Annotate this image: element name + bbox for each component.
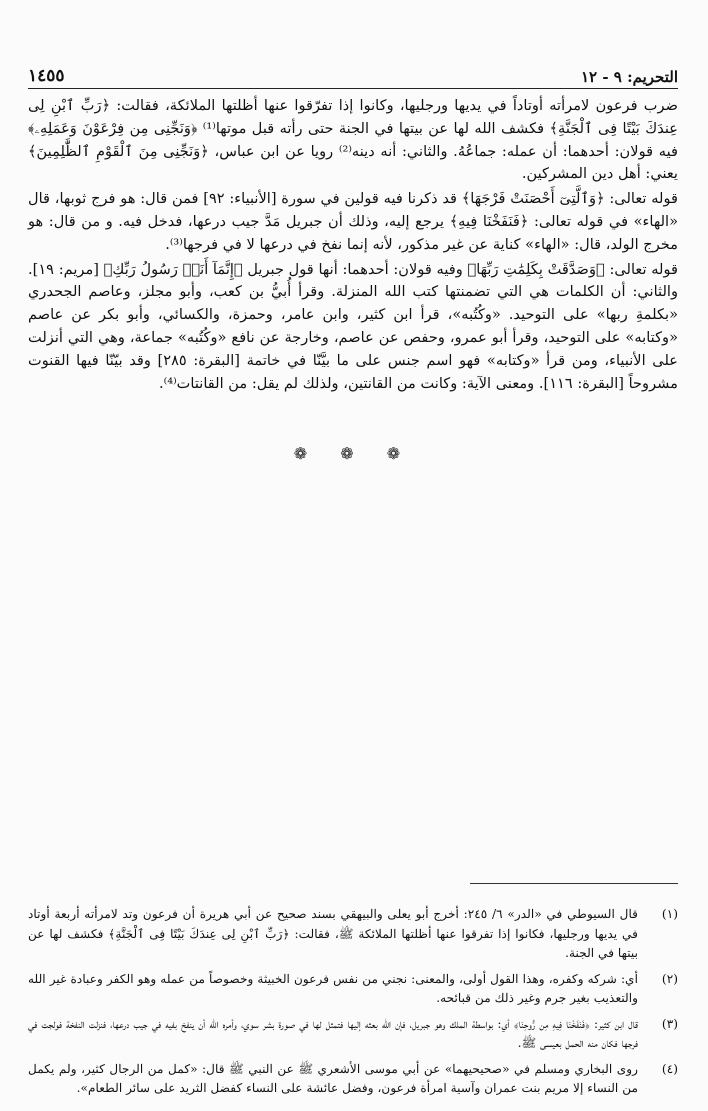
- footnote-text: روى البخاري ومسلم في «صحيحيهما» عن أبي موسى الأشعري ﷺ عن النبي ﷺ قال: «كمل من الرجال كثير، ولم يكمل من النساء إلا مريم بنت عمران وآسية امرأة فرعون، وفضل عائشة على النساء كفضل الثريد على سائر الطعام».: [28, 1061, 638, 1095]
- footnote-number: (٢): [661, 971, 678, 986]
- footnote-rule: [470, 883, 678, 884]
- footnote: [28, 970, 678, 1009]
- footnote: [28, 1015, 678, 1054]
- footnote-number: (١): [661, 907, 678, 921]
- paragraph-1: ضرب فرعون لامرأته أوتاداً في يديها ورجليها، وكانوا إذا تفرّقوا عنها أظلتها الملائكة، فقالت: ﴿رَبِّ ٱبْنِ لِى عِندَكَ بَيْتًا فِى ٱلْجَنَّةِ﴾ فكشف الله لها عن بيتها في الجنة حتى رأته قبل موتها⁽¹⁾ ﴿وَنَجِّنِى مِن فِرْعَوْنَ وَعَمَلِهِۦ﴾ فيه قولان: أحدهما: أن عمله: جماعُهُ. والثاني: أنه دينه⁽²⁾ رويا عن ابن عباس، ﴿وَنَجِّنِى مِنَ ٱلْقَوْمِ ٱلظَّٰلِمِينَ﴾ يعني: أهل دين المشركين.: [28, 97, 679, 183]
- paragraph-3: قوله تعالى: ﴿وَصَدَّقَتْ بِكَلِمَٰتِ رَبِّهَا﴾ وفيه قولان: أحدهما: أنها قول جبريل ﴿إِنَّمَآ أَنَا۠ رَسُولُ رَبِّكِ﴾ [مريم: ١٩]. والثاني: أن الكلمات هي التي تضمنتها كتب الله المنزلة. وقرأ أُبيُّ بن كعب، وأبو مجلز، وعاصم الجحدري «بكلمةِ ربها» على التوحيد. «وكُتُبه»، قرأ ابن كثير، وابن عامر، وحمزة، والكسائي، وأبو بكر عن عاصم «وكتابه» على التوحيد، وقرأ أبو عمرو، وحفص عن عاصم، وخارجة عن نافع «وكُتُبه» جماعة، وهي التي أنزلت على الأنبياء، ومن قرأ «وكتابه» فهو اسم جنس على ما بيَّنّا في خاتمة [البقرة: ٢٨٥] وقد بيّنّا فيها القنوت مشروحاً [البقرة: ١١٦]. ومعنى الآية: وكانت من القانتين، ولذلك لم يقل: من القانتات⁽⁴⁾.: [28, 260, 678, 392]
- section-separator: ❁ ❁ ❁: [293, 444, 415, 463]
- paragraph-2: قوله تعالى: ﴿وَٱلَّتِىٓ أَحْصَنَتْ فَرْجَهَا﴾ قد ذكرنا فيه قولين في سورة [الأنبياء: ٩٢] فمن قال: هو فرج ثوبها، قال «الهاء» في قوله تعالى: ﴿فَنَفَخْنَا فِيهِ﴾ يرجع إليه، وذلك أن جبريل مَدَّ جيب درعها، فدخل فيه. و من قال: هو مخرج الولد، قال: «الهاء» كناية عن غير مذكور، لأنه إنما نفخ في درعها لا في فرجها⁽³⁾.: [28, 190, 679, 253]
- footnote-text: أي: شركه وكفره، وهذا القول أولى، والمعنى: نجني من نفس فرعون الخبيثة وخصوصاً من عمله وهو الكفر وعبادة غير الله والتعذيب بغير جرم وغير ذلك من قبائحه.: [28, 971, 638, 1005]
- footnote-text: قال ابن كثير: ﴿فَنَفَخْنَا فِيهِ مِن رُّوحِنَا﴾ أي: بواسطة الملك وهو جبريل، فإن الله بعثه إليها فتمثل لها في صورة بشر سوي، وأمره الله أن ينفخ بفيه في جيب درعها، فنزلت النفخة فولجت في فرجها فكان منه الحمل بعيسى ﷺ.: [28, 1016, 638, 1050]
- page-header: [28, 60, 678, 86]
- footnote-number: (٣): [661, 1016, 678, 1031]
- footnote-number: (٤): [661, 1061, 678, 1076]
- header-rule: [28, 88, 678, 89]
- page-number: ١٤٥٥: [28, 66, 65, 86]
- surah-verse-header: التحريم: ٩ - ١٢: [581, 68, 678, 86]
- main-text: [28, 95, 678, 397]
- footnotes: [28, 905, 678, 1105]
- footnote: [28, 1060, 678, 1099]
- footnote: [28, 905, 678, 964]
- footnote-text: قال السيوطي في «الدر» ٦/ ٢٤٥: أخرج أبو يعلى والبيهقي بسند صحيح عن أبي هريرة أن فرعون وتد لامرأته أربعة أوتاد في يديها ورجليها، فكانوا إذا تفرقوا عنها أظلتها الملائكة ﷺ، فقالت: ﴿رَبِّ ٱبْنِ لِى عِندَكَ بَيْتًا فِى ٱلْجَنَّةِ﴾ فكشف لها عن بيتها في الجنة.: [28, 907, 638, 960]
